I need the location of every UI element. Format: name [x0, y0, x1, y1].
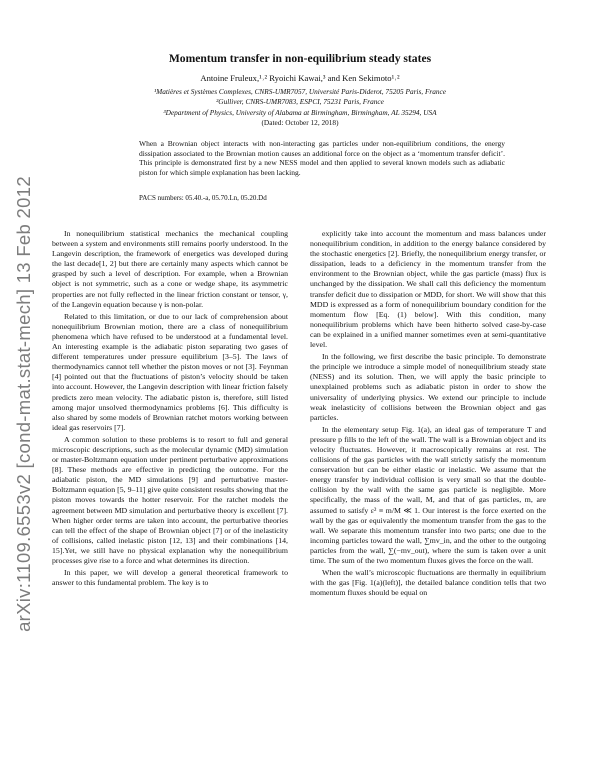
- paragraph: Related to this limitation, or due to our lack of comprehension about nonequilibrium Brownian motion, there are a class of nonequilibrium phenomena which have refused to be understood at a fundamental level. An interesting example is the adiabatic piston separating two gases of different temperatures under pressure equilibrium [3–5]. The laws of thermodynamics cannot tell whether the piston moves or not [3]. Feynman [4] pointed out that the fluctuations of piston’s velocity should be taken into account. However, the Langevin description with linear friction falsely predicts zero mean velocity. The adiabatic piston is, therefore, still listed among major unsolved thermodynamics problems [6]. This difficulty is also shared by some models of Brownian ratchet motors working between ideal gas reservoirs [7].: [52, 311, 288, 432]
- left-column: [52, 229, 288, 590]
- right-column: [310, 229, 546, 600]
- author-list: Antoine Fruleux,¹˒² Ryoichi Kawai,³ and Ken Sekimoto¹˒²: [200, 73, 400, 83]
- paragraph: In nonequilibrium statistical mechanics the mechanical coupling between a system and environments still remains poorly understood. In the Langevin description, the framework of energetics was developed during the last decade[1, 2] but there are certainly many aspects which cannot be grasped by such a level of description. For example, when a Brownian object is not symmetric, such as a cone or wedge shape, its asymmetric properties are not fully reflected in the linear friction constant or tensor, γ, of the Langevin equation because γ is non-polar.: [52, 229, 288, 309]
- dated-line: (Dated: October 12, 2018): [261, 118, 339, 128]
- paragraph: A common solution to these problems is to resort to full and general microscopic descriptions, such as the molecular dynamic (MD) simulation or master-Boltzmann equation under pertinent perturbative approximations [8]. These methods are effective in predicting the outcome. For the adiabatic piston, the MD simulations [9] and perturbative master-Boltzmann equation [5, 9–11] give quite consistent results showing that the piston moves towards the hotter reservoir. For the ratchet models the agreement between MD simulation and perturbative theory is excellent [7]. When higher order terms are taken into account, the perturbative theories can tell the effect of the shape of Brownian object [7] or of the inelasticity of collisions, called inelastic piston [12, 13] and their combinations [14, 15].Yet, we still have no physical explanation why the nonequilibrium processes give rise to a force and what determines its direction.: [52, 434, 288, 565]
- arxiv-identifier-text: arXiv:1109.6553v2 [cond-mat.stat-mech] 13 Feb 2012: [13, 176, 34, 632]
- arxiv-identifier: [8, 148, 40, 660]
- paragraph: In this paper, we will develop a general theoretical framework to answer to this fundamental problem. The key is to: [52, 568, 288, 588]
- pacs-numbers: PACS numbers: 05.40.-a, 05.70.Ln, 05.20.Dd: [139, 194, 267, 202]
- paragraph: explicitly take into account the momentum and mass balances under nonequilibrium condition, in addition to the energy balance considered by the stochastic energetics [2]. Briefly, the nonequilibrium energy transfer, or dissipation, leads to a deficiency in the momentum transfer from the environment to the Brownian object, while the gas particle (mass) flux is unchanged by the dissipation. We shall call this deficiency the momentum transfer deficit due to dissipation or MDD, for short. We will show that this MDD is expressed as a form of nonequilibrium boundary condition for the momentum flow [Eq. (1) below]. With this condition, many nonequilibrium problems which have been hitherto solved case-by-case can be explained in a unified manner sometimes even at semi-quantitative level.: [310, 229, 546, 350]
- affiliation-1: ¹Matières et Systèmes Complexes, CNRS-UMR7057, Université Paris-Diderot, 75205 Paris, France: [153, 87, 447, 96]
- affiliations: [60, 87, 540, 129]
- paper-title: Momentum transfer in non-equilibrium steady states: [168, 52, 432, 65]
- abstract: When a Brownian object interacts with non-interacting gas particles under non-equilibrium conditions, the energy dissipation associated to the Brownian motion causes an additional force on the object as a ‘momentum transfer deficit’. This principle is demonstrated first by a new NESS model and then applied to several known models such as adiabatic piston for which simple explanation has been lacking.: [139, 139, 505, 178]
- affiliation-2: ²Gulliver, CNRS-UMR7083, ESPCI, 75231 Paris, France: [216, 97, 384, 107]
- paragraph: When the wall’s microscopic fluctuations are thermally in equilibrium with the gas [Fig. 1(a)(left)], the detailed balance condition tells that two momentum fluxes should be equal on: [310, 568, 546, 598]
- paragraph: In the following, we first describe the basic principle. To demonstrate the principle we introduce a simple model of nonequilibrium steady state (NESS) and its solution. Then, we will apply the basic principle to unexplained problems such as adiabatic piston in order to show the universality of underlying physics. We extend our principle to include weak inelasticity of collisions between the Brownian object and gas particles.: [310, 352, 546, 422]
- paragraph: In the elementary setup Fig. 1(a), an ideal gas of temperature T and pressure p fills to the left of the wall. The wall is a Brownian object and its velocity fluctuates. However, it macroscopically remains at rest. The collisions of the gas particles with the wall strictly satisfy the momentum conservation but can be either elastic or inelastic. We assume that the energy transfer by individual collision is very small so that the double-collision by the wall with the same gas particle is negligible. More specifically, the mass of the wall, M, and that of gas particles, m, are assumed to satisfy ε² ≡ m/M ≪ 1. Our interest is the force exerted on the wall by the gas or equivalently the momentum transfer from the gas to the wall. We separate this momentum transfer into two parts; one due to the incoming particles toward the wall, ∑mv_in, and the other to the outgoing particles from the wall, ∑(−mv_out), where the sum is taken over a unit time. The sum of the two momentum fluxes gives the force on the wall.: [310, 424, 546, 565]
- affiliation-3: ³Department of Physics, University of Alabama at Birmingham, Birmingham, AL 35294, USA: [163, 107, 437, 117]
